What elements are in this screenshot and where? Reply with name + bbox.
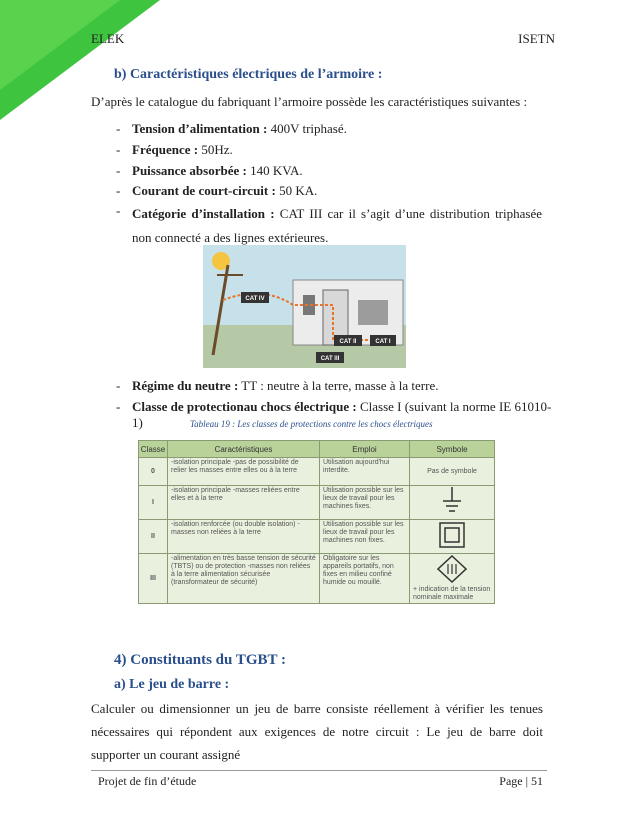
body-paragraph: Calculer ou dimensionner un jeu de barre consiste réellement à vérifier les tenues nécessaires qui répondent aux exigences de notre circuit : Le jeu de barre doit supporter un courant assigné: [91, 701, 543, 762]
table-cell-classe: II: [139, 520, 168, 554]
cat-i-label: CAT I: [375, 339, 391, 345]
table-caption: Tableau 19 : Les classes de protections contre les chocs électriques: [190, 419, 433, 429]
footer-divider: [91, 770, 547, 771]
table-cell-carac: -isolation principale -pas de possibilité de relier les masses entre elles ou à la terre: [168, 458, 320, 486]
table-cell-symbole: [410, 520, 495, 554]
table-cell-carac: -isolation renforcée (ou double isolation) - masses non reliées à la terre: [168, 520, 320, 554]
section-a-title: a) Le jeu de barre :: [114, 677, 230, 692]
protection-classes-table: [138, 440, 495, 604]
table-cell-symbole: [410, 486, 495, 520]
table-cell-emploi: Utilisation possible sur les lieux de travail pour les machines non fixes.: [319, 520, 409, 554]
column-header: Emploi: [319, 441, 409, 458]
table-cell-carac: -isolation principale -masses reliées entre elles et à la terre: [168, 486, 320, 520]
footer-right: Page | 51: [499, 774, 543, 788]
table-cell-emploi: Utilisation possible sur les lieux de travail pour les machines fixes.: [319, 486, 409, 520]
cat-ii-label: CAT II: [339, 339, 357, 345]
intro-text: D’après le catalogue du fabriquant l’armoire possède les caractéristiques suivantes :: [91, 94, 528, 109]
cat-iv-label: CAT IV: [245, 296, 265, 302]
earth-ground-icon: [441, 487, 463, 515]
table-row: [139, 554, 495, 604]
table-cell-emploi: Obligatoire sur les appareils portatifs, non fixes en milieu confiné humide ou mouillé.: [319, 554, 409, 604]
double-square-icon: [438, 521, 466, 549]
table-cell-symbole: Pas de symbole: [410, 458, 495, 486]
installation-categories-illustration: [203, 245, 406, 368]
header-left: ELEK: [91, 31, 125, 46]
header-right: ISETN: [518, 31, 555, 46]
bullet-categorie: Catégorie d’installation : CAT III car il s’agit d’une distribution triphasée non connecté a des lignes extérieures.: [132, 206, 542, 245]
table-cell-symbole: [410, 554, 495, 604]
column-header: Classe: [139, 441, 168, 458]
table-cell-classe: III: [139, 554, 168, 604]
table-header-row: [139, 441, 495, 458]
section-4-title: 4) Constituants du TGBT :: [114, 652, 287, 668]
table-cell-emploi: Utilisation aujourd'hui interdite.: [319, 458, 409, 486]
section-b-title: b) Caractéristiques électriques de l’armoire :: [114, 67, 383, 82]
table-cell-classe: I: [139, 486, 168, 520]
tbts-note: + indication de la tension nominale maximale: [413, 586, 491, 601]
table-row: [139, 486, 495, 520]
column-header: Symbole: [410, 441, 495, 458]
footer-left: Projet de fin d’étude: [98, 774, 197, 788]
table-cell-classe: 0: [139, 458, 168, 486]
table-row: [139, 520, 495, 554]
table-row: [139, 458, 495, 486]
diamond-tbts-icon: [437, 555, 467, 583]
column-header: Caractéristiques: [168, 441, 320, 458]
cat-iii-label: CAT III: [320, 356, 340, 362]
table-cell-carac: -alimentation en très basse tension de sécurité (TBTS) ou de protection -masses non reliées à la terre alimentation sécurisée (transformateur de sécurité): [168, 554, 320, 604]
